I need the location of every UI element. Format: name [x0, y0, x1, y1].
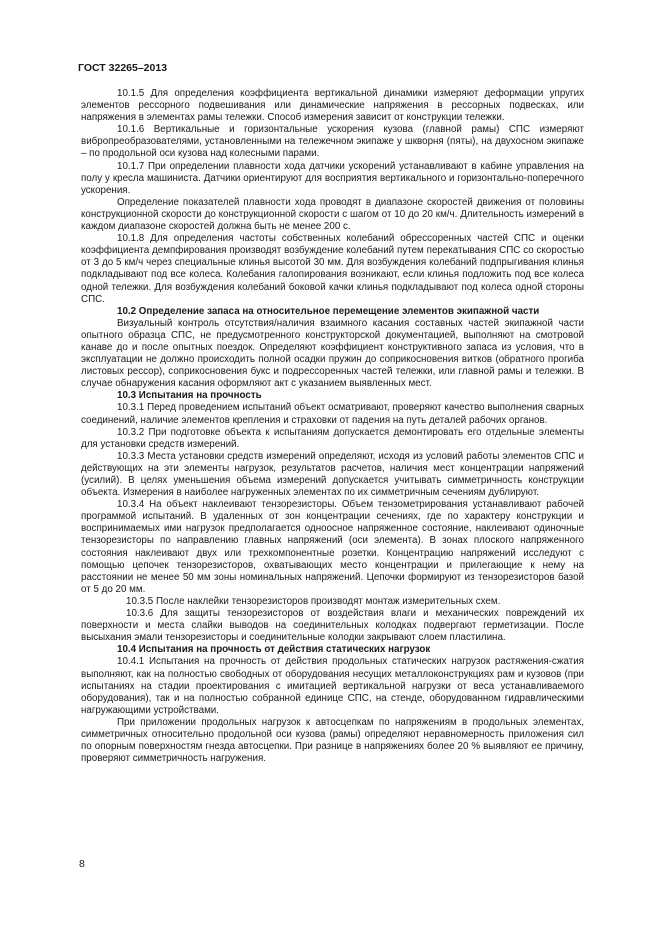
- paragraph-10-3-4: 10.3.4 На объект наклеивают тензорезисторы. Объем тензометрирования устанавливают рабочей программой испытаний. В удаленных от зон концентрации сечениях, где по характеру конструкции и воспринимаемых ими нагрузок предполагается одноосное напряженное состояние, наклеивают одиночные тензорезисторы по направлению главных напряжений (оси элемента). В зонах плоского напряженного состояния наклеивают двух или трехкомпонентные розетки. Концентрацию напряжений исследуют с помощью цепочек тензорезисторов, охватывающих место концентрации и прилегающие к нему на расстоянии не менее 50 мм зоны номинальных напряжений. Цепочки формируют из тензорезисторов базой от 5 до 20 мм.: [81, 499, 584, 595]
- document-body: [81, 88, 584, 765]
- section-heading-10-4: 10.4 Испытания на прочность от действия статических нагрузок: [117, 644, 431, 656]
- paragraph-10-1-7: 10.1.7 При определении плавности хода датчики ускорений устанавливают в кабине управления на полу у кресла машиниста. Датчики ориентируют для восприятия вертикального и горизонтально-поперечного ускорения.: [81, 160, 584, 196]
- paragraph-smoothness: Определение показателей плавности хода проводят в диапазоне скоростей движения от половины конструкционной скорости до конструкционной скорости с шагом от 10 до 20 км/ч. Длительность измерений в каждом диапазоне скоростей должна быть не менее 200 с.: [81, 196, 584, 233]
- section-heading-10-2: 10.2 Определение запаса на относительное перемещение элементов экипажной части: [117, 305, 540, 317]
- paragraph-10-1-5: 10.1.5 Для определения коэффициента вертикальной динамики измеряют деформации упругих элементов рессорного подвешивания или динамические напряжения в рессорных подвесках, или напряжения в элементах рамы тележки. Способ измерения зависит от конструкции тележки.: [81, 88, 584, 124]
- paragraph-10-4-1: 10.4.1 Испытания на прочность от действия продольных статических нагрузок растяжения-сжатия выполняют, как на полностью свободных от оборудования несущих металлоконструкциях рам и кузовов (при испытаниях на стадии проектирования с имитацией вертикальной нагрузки от веса устанавливаемого оборудования), так и на полностью собранной единице СПС, на стенде, оборудованном гидравлическими нагружающими устройствами.: [81, 656, 584, 716]
- paragraph-visual-control: Визуальный контроль отсутствия/наличия взаимного касания составных частей экипажной части опытного образца СПС, не предусмотренного конструкторской документацией, выполняют на смотровой канаве до и после опытных поездок. Определяют коэффициент конструктивного запаса из условия, что в эксплуатации не должно происходить полной осадки пружин до соприкосновения витков (обратного прогиба листовых рессор), соприкосновения букс и подрессоренных частей тележки, или главной рамы и тележки. В случае обнаружения касания оформляют акт с указанием выявленных мест.: [81, 317, 584, 390]
- paragraph-10-3-6: 10.3.6 Для защиты тензорезисторов от воздействия влаги и механических повреждений их поверхности и места слайки выводов на соединительных колодках подвергают герметизации. После высыхания эмали тензорезисторы и соединительные колодки закрывают слоем пластилина.: [81, 608, 584, 644]
- paragraph-10-1-6: 10.1.6 Вертикальные и горизонтальные ускорения кузова (главной рамы) СПС измеряют вибропреобразователями, установленными на тележечном экипаже у шкворня (пяты), на двухосном экипаже – по продольной оси кузова над колесными парами.: [81, 124, 584, 160]
- document-code: ГОСТ 32265–2013: [78, 62, 168, 74]
- section-heading-10-3: 10.3 Испытания на прочность: [117, 390, 262, 402]
- paragraph-longitudinal-loads: При приложении продольных нагрузок к автосцепкам по напряжениям в продольных элементах, симметричных относительно продольной оси кузова (рамы) определяют неравномерность приложения сил по опорным поверхностям гнезда автосцепки. При разнице в напряжениях более 20 % выявляют ее причину, проверяют симметричность нагружения.: [81, 716, 584, 765]
- paragraph-10-3-1: 10.3.1 Перед проведением испытаний объект осматривают, проверяют качество выполнения сварных соединений, наличие элементов крепления и страховки от падения на путь деталей рабочих органов.: [81, 402, 584, 426]
- paragraph-10-3-3: 10.3.3 Места установки средств измерений определяют, исходя из условий работы элементов СПС и действующих на эти элементы нагрузок, результатов расчетов, наличия мест концентрации напряжений (усилий). В целях уменьшения объема измерений допускается учитывать симметричность конструкции объекта. Измерения в наиболее нагруженных элементах по их симметричным сечениям дублируют.: [81, 450, 584, 499]
- paragraph-10-3-2: 10.3.2 При подготовке объекта к испытаниям допускается демонтировать его отдельные элементы для установки средств измерений.: [81, 426, 584, 450]
- page-number: 8: [79, 858, 85, 870]
- paragraph-10-3-5: 10.3.5 После наклейки тензорезисторов производят монтаж измерительных схем.: [126, 595, 501, 607]
- paragraph-10-1-8: 10.1.8 Для определения частоты собственных колебаний обрессоренных частей СПС и оценки коэффициента демпфирования производят возбуждение колебаний путем перекатывания СПС со скоростью от 3 до 5 км/ч через специальные клинья высотой 30 мм. Для возбуждения колебаний подпрыгивания клинья подкладывают под все колеса. Колебания галопирования возникают, если клинья подложить под все колеса одной тележки. Для возбуждения колебаний боковой качки клинья подкладывают под колеса одной стороны СПС.: [81, 233, 584, 305]
